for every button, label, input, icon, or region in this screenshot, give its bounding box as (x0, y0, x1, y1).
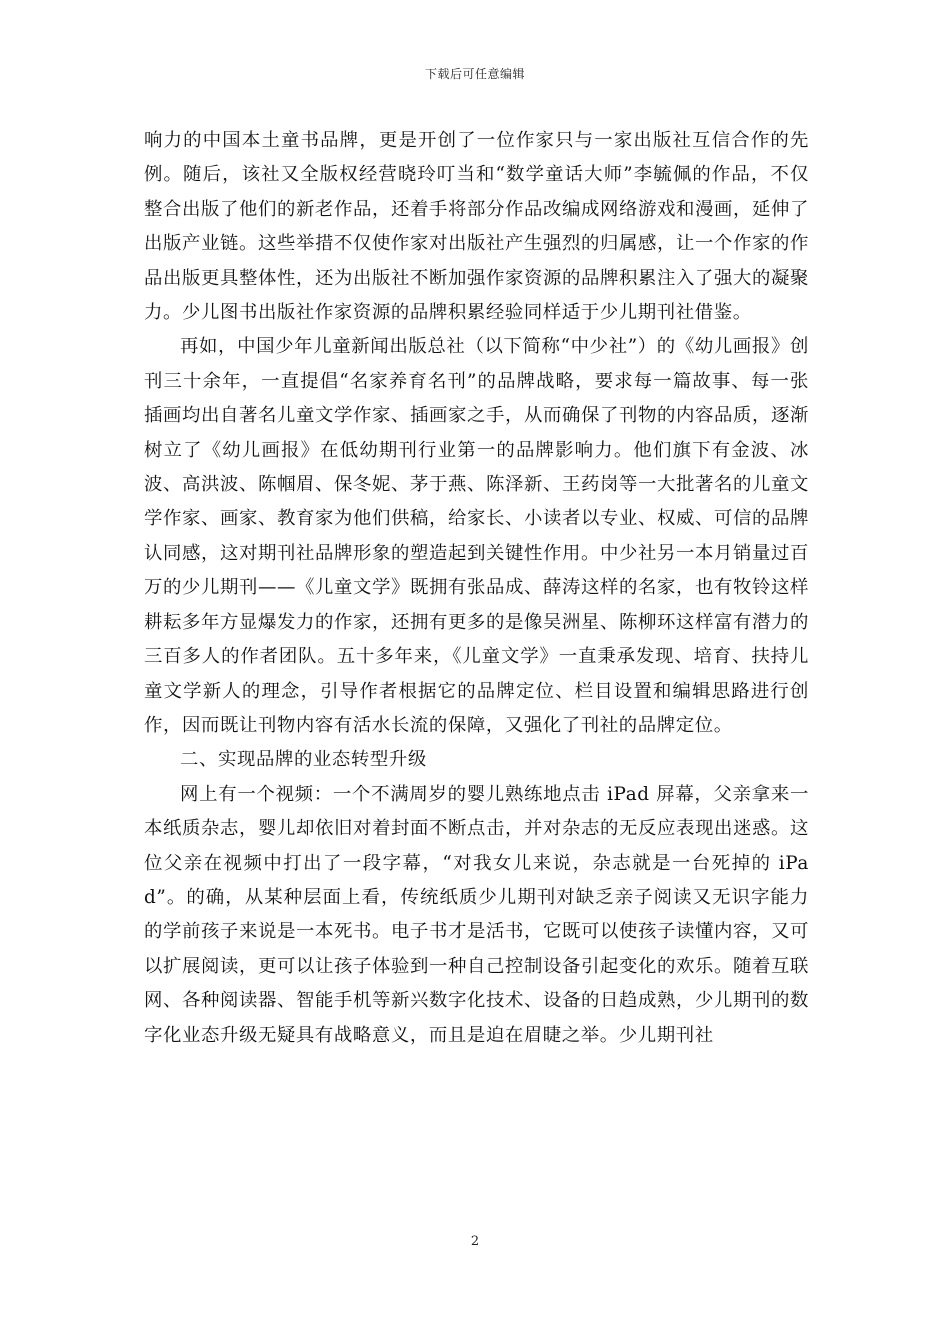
paragraph-example: 再如，中国少年儿童新闻出版总社（以下简称“中少社”）的《幼儿画报》创刊三十余年，一直提倡“名家养育名刊”的品牌战略，要求每一篇故事、每一张插画均出自著名儿童文学作家、插画家之手，从而确保了刊物的内容品质，逐渐树立了《幼儿画报》在低幼期刊行业第一的品牌影响力。他们旗下有金波、冰波、高洪波、陈帼眉、保冬妮、茅于燕、陈泽新、王药岗等一大批著名的儿童文学作家、画家、教育家为他们供稿，给家长、小读者以专业、权威、可信的品牌认同感，这对期刊社品牌形象的塑造起到关键性作用。中少社另一本月销量过百万的少儿期刊——《儿童文学》既拥有张品成、薛涛这样的名家，也有牧铃这样耕耘多年方显爆发力的作家，还拥有更多的是像吴洲星、陈柳环这样富有潜力的三百多人的作者团队。五十多年来，《儿童文学》一直秉承发现、培育、扶持儿童文学新人的理念，引导作者根据它的品牌定位、栏目设置和编辑思路进行创作，因而既让刊物内容有活水长流的保障，又强化了刊社的品牌定位。 (144, 336, 809, 736)
page-number: 2 (470, 1234, 480, 1249)
page-header: 下载后可任意编辑 (424, 67, 525, 81)
paragraph-continued: 响力的中国本土童书品牌，更是开创了一位作家只与一家出版社互信合作的先例。随后，该社又全版权经营晓玲叮当和“数学童话大师”李毓佩的作品，不仅整合出版了他们的新老作品，还着手将部分作品改编成网络游戏和漫画，延伸了出版产业链。这些举措不仅使作家对出版社产生强烈的归属感，让一个作家的作品出版更具整体性，还为出版社不断加强作家资源的品牌积累注入了强大的凝聚力。少儿图书出版社作家资源的品牌积累经验同样适于少儿期刊社借鉴。 (144, 130, 809, 324)
section-heading: 二、实现品牌的业态转型升级 (180, 749, 427, 771)
document-body (144, 124, 809, 1053)
paragraph-video: 网上有一个视频：一个不满周岁的婴儿熟练地点击 iPad 屏幕，父亲拿来一本纸质杂志，婴儿却依旧对着封面不断点击，并对杂志的无反应表现出迷惑。这位父亲在视频中打出了一段字幕，“对我女儿来说，杂志就是一台死掉的 iPad”。的确，从某种层面上看，传统纸质少儿期刊对缺乏亲子阅读又无识字能力的学前孩子来说是一本死书。电子书才是活书，它既可以使孩子读懂内容，又可以扩展阅读，更可以让孩子体验到一种自己控制设备引起变化的欢乐。随着互联网、各种阅读器、智能手机等新兴数字化技术、设备的日趋成熟，少儿期刊的数字化业态升级无疑具有战略意义，而且是迫在眉睫之举。少儿期刊社 (144, 783, 809, 1046)
